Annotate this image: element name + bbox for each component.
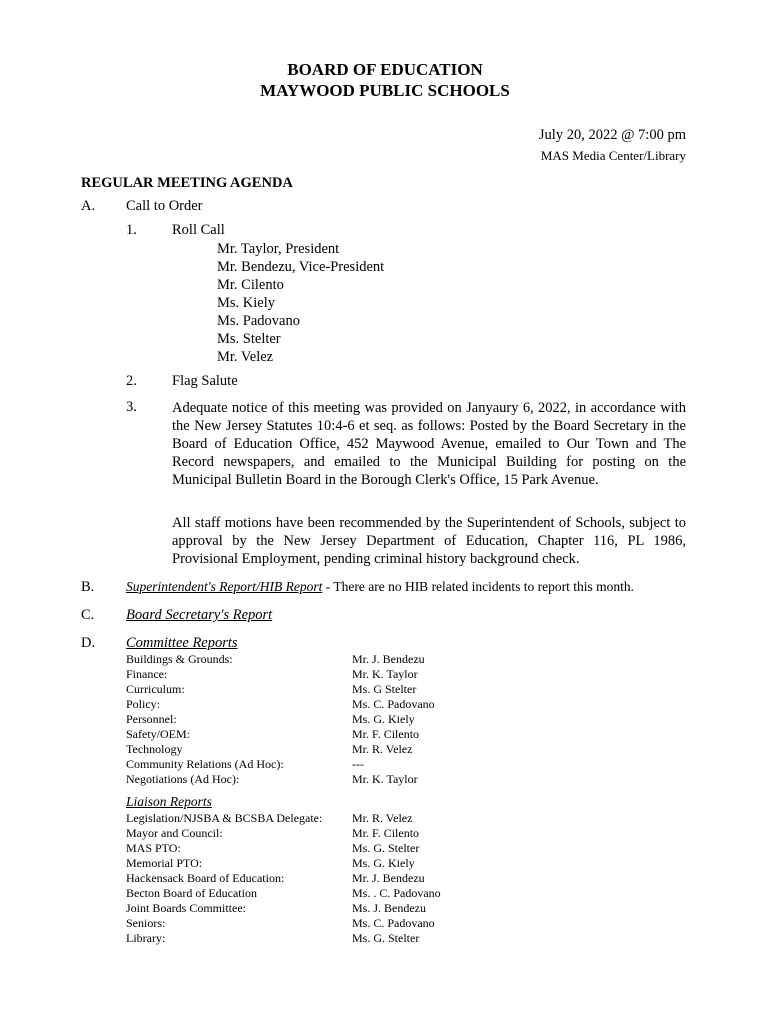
liaison-member: Ms. . C. Padovano <box>352 886 441 900</box>
roll-call-member: Mr. Cilento <box>217 277 284 293</box>
committee-member: Mr. J. Bendezu <box>352 652 425 666</box>
board-secretary-report-title: Board Secretary's Report <box>126 607 273 623</box>
section-a-title: Call to Order <box>126 198 203 214</box>
committee-name: Policy: <box>126 697 161 711</box>
liaison-name: Hackensack Board of Education: <box>126 871 285 885</box>
liaison-members <box>352 811 441 946</box>
liaison-names <box>126 811 322 946</box>
section-a-letter: A. <box>81 198 96 214</box>
committee-member: Mr. F. Cilento <box>352 727 420 741</box>
committee-name: Technology <box>126 742 183 756</box>
board-title: BOARD OF EDUCATION <box>287 60 483 79</box>
committee-member: Mr. K. Taylor <box>352 667 418 681</box>
committee-name: Curriculum: <box>126 682 185 696</box>
item-2-number: 2. <box>126 373 137 389</box>
superintendent-report-title: Superintendent's Report/HIB Report <box>126 579 323 594</box>
committee-members <box>352 652 435 787</box>
liaison-name: MAS PTO: <box>126 841 181 855</box>
liaison-member: Ms. C. Padovano <box>352 916 435 930</box>
committee-name: Community Relations (Ad Hoc): <box>126 757 284 771</box>
hib-note: - There are no HIB related incidents to report this month. <box>322 579 635 594</box>
section-b-letter: B. <box>81 579 95 595</box>
committee-name: Negotiations (Ad Hoc): <box>126 772 240 786</box>
committee-name: Finance: <box>126 667 168 681</box>
liaison-name: Mayor and Council: <box>126 826 223 840</box>
agenda-title: REGULAR MEETING AGENDA <box>81 175 293 191</box>
liaison-name: Library: <box>126 931 166 945</box>
liaison-member: Mr. J. Bendezu <box>352 871 425 885</box>
liaison-member: Mr. F. Cilento <box>352 826 420 840</box>
district-title: MAYWOOD PUBLIC SCHOOLS <box>260 81 510 100</box>
roll-call-member: Ms. Kiely <box>217 295 275 311</box>
meeting-date-time: July 20, 2022 @ 7:00 pm <box>538 127 686 143</box>
section-b-line <box>126 579 634 595</box>
committee-names <box>126 652 284 787</box>
liaison-member: Ms. G. Kiely <box>352 856 415 870</box>
roll-call-member: Ms. Padovano <box>217 313 300 329</box>
liaison-name: Memorial PTO: <box>126 856 203 870</box>
roll-call-member: Ms. Stelter <box>217 331 281 347</box>
section-d-letter: D. <box>81 635 96 651</box>
staff-motions-paragraph: All staff motions have been recommended by the Superintendent of Schools, subject to approval by the New Jersey Department of Education, Chapter 116, PL 1986, Provisional Employment, pending criminal history background check. <box>172 515 686 567</box>
item-3-number: 3. <box>126 399 137 415</box>
liaison-member: Ms. J. Bendezu <box>352 901 426 915</box>
liaison-name: Joint Boards Committee: <box>126 901 246 915</box>
liaison-member: Ms. G. Stelter <box>352 931 420 945</box>
liaison-member: Mr. R. Velez <box>352 811 413 825</box>
committee-member: Mr. K. Taylor <box>352 772 418 786</box>
item-1-title: Roll Call <box>172 222 225 238</box>
committee-member: Ms. G Stelter <box>352 682 417 696</box>
item-2-title: Flag Salute <box>172 373 238 389</box>
liaison-name: Seniors: <box>126 916 166 930</box>
liaison-reports-title: Liaison Reports <box>126 794 212 809</box>
liaison-member: Ms. G. Stelter <box>352 841 420 855</box>
roll-call-member: Mr. Bendezu, Vice-President <box>217 259 385 275</box>
committee-member: Mr. R. Velez <box>352 742 413 756</box>
section-c-letter: C. <box>81 607 95 623</box>
roll-call-member: Mr. Taylor, President <box>217 241 340 257</box>
committee-member: --- <box>352 757 364 771</box>
committee-name: Buildings & Grounds: <box>126 652 233 666</box>
item-1-number: 1. <box>126 222 137 238</box>
committee-member: Ms. C. Padovano <box>352 697 435 711</box>
roll-call-member: Mr. Velez <box>217 349 274 365</box>
liaison-name: Legislation/NJSBA & BCSBA Delegate: <box>126 811 323 825</box>
liaison-name: Becton Board of Education <box>126 886 257 900</box>
notice-paragraph: Adequate notice of this meeting was provided on Janyaury 6, 2022, in accordance with the New Jersey Statutes 10:4-6 et seq. as follows: Posted by the Board Secretary in the Board of Education Office, 452 Maywood Avenue, emailed to Our Town and The Record newspapers, and emailed to the Municipal Building for posting on the Municipal Bulletin Board in the Borough Clerk's Office, 15 Park Avenue. <box>172 400 686 488</box>
committee-name: Safety/OEM: <box>126 727 190 741</box>
meeting-location: MAS Media Center/Library <box>540 148 686 163</box>
committee-reports-title: Committee Reports <box>126 635 238 651</box>
committee-member: Ms. G. Kiely <box>352 712 415 726</box>
committee-name: Personnel: <box>126 712 177 726</box>
roll-call-list <box>217 240 384 366</box>
